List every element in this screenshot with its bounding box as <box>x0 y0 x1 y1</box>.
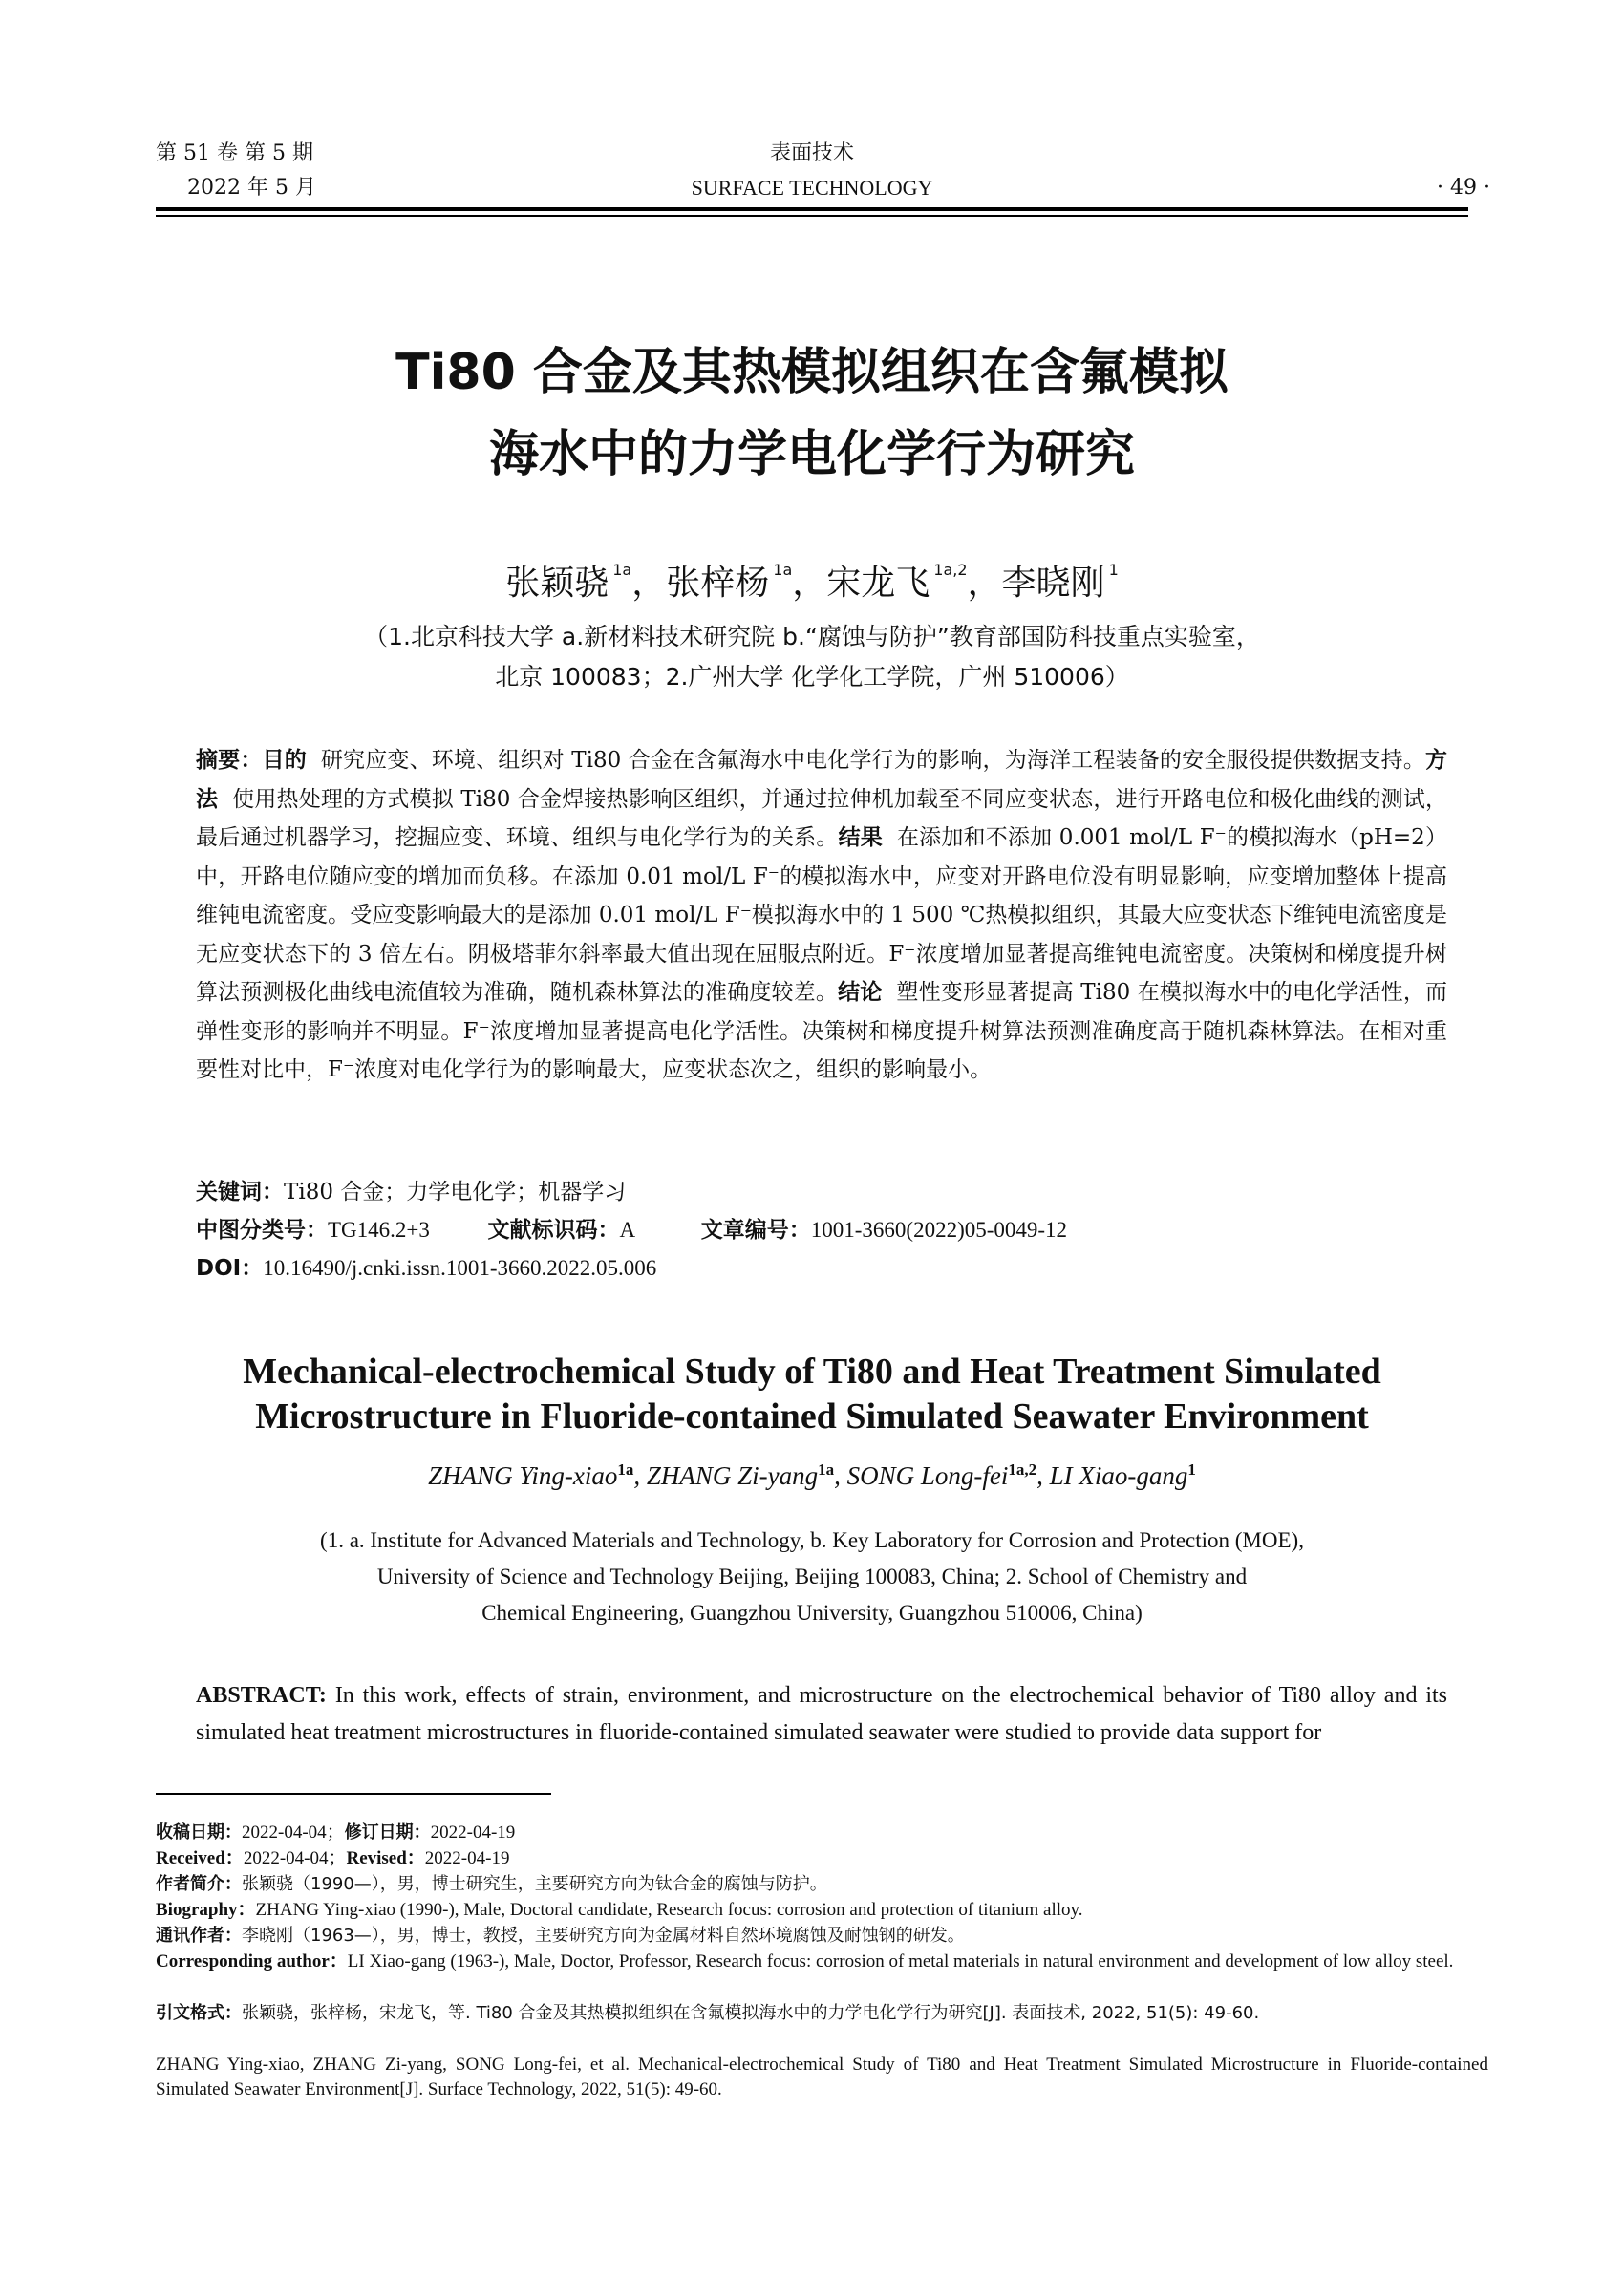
footnote-corr-en <box>156 1950 1488 1974</box>
title-en-line1: Mechanical-electrochemical Study of Ti80 and Heat Treatment Simulated <box>243 1352 1381 1392</box>
revised-en-value: 2022-04-19 <box>424 1848 510 1868</box>
abstract-cn <box>196 741 1447 1090</box>
footnote-bio-cn <box>156 1872 1488 1897</box>
clc-label: 中图分类号： <box>196 1218 328 1243</box>
footnote-cite-en: ZHANG Ying-xiao, ZHANG Zi-yang, SONG Long-fei, et al. Mechanical-electrochemical Study of Ti80 and Heat Treatment Simulated Microstructure in Fluoride-contained Simulated Seawater Environment[J]. Surface Technology, 2022, 51(5): 49-60. <box>156 2055 1488 2099</box>
author-cn-2: 张梓杨 <box>666 564 770 603</box>
author-en-4: LI Xiao-gang <box>1049 1461 1188 1490</box>
author-cn-1: 张颖骁 <box>505 564 609 603</box>
received-cn-label: 收稿日期： <box>156 1822 242 1843</box>
bio-en-value: ZHANG Ying-xiao (1990-), Male, Doctoral candidate, Research focus: corrosion and protection of titanium alloy. <box>255 1900 1083 1920</box>
title-cn-line2: 海水中的力学电化学行为研究 <box>488 426 1135 483</box>
doi-label: DOI： <box>196 1256 264 1281</box>
abstract-en-label: ABSTRACT: <box>196 1683 327 1708</box>
header-journal-en: SURFACE TECHNOLOGY <box>691 176 933 200</box>
author-cn-4-affil: 1 <box>1108 561 1119 579</box>
authors-cn <box>156 549 1468 605</box>
corr-en-label: Corresponding author： <box>156 1951 348 1971</box>
bio-en-label: Biography： <box>156 1900 256 1920</box>
article-no-value: 1001-3660(2022)05-0049-12 <box>810 1218 1068 1242</box>
affiliation-en-line3: Chemical Engineering, Guangzhou University, Guangzhou 510006, China) <box>481 1601 1143 1625</box>
received-en-label: Received： <box>156 1848 244 1868</box>
author-en-2-affil: 1a <box>818 1460 835 1479</box>
abstract-results: 在添加和不添加 0.001 mol/L F⁻的模拟海水（pH=2）中，开路电位随应变的增加而负移。在添加 0.01 mol/L F⁻的模拟海水中，应变对开路电位没有明显影响，应变增加整体上提高维钝电流密度。受应变影响最大的是添加 0.01 mol/L F⁻模拟海水中的 1 500 ℃热模拟组织，其最大应变状态下维钝电流密度是无应变状态下的 3 倍左右。阴极塔菲尔斜率最大值出现在屈服点附近。F⁻浓度增加显著提高维钝电流密度。决策树和梯度提升树算法预测极化曲线电流值较为准确，随机森林算法的准确度较差。 <box>196 825 1448 1005</box>
title-cn-line1: Ti80 合金及其热模拟组织在含氟模拟 <box>395 344 1229 401</box>
cite-cn-value: 张颖骁，张梓杨，宋龙飞，等. Ti80 合金及其热模拟组织在含氟模拟海水中的力学电化学行为研究[J]. 表面技术, 2022, 51(5): 49-60. <box>242 2003 1260 2023</box>
header-page-number: · 49 · <box>1437 176 1490 200</box>
header-date: 2022 年 5 月 <box>187 176 316 200</box>
affiliation-en-line1: (1. a. Institute for Advanced Materials and Technology, b. Key Laboratory for Corrosion and Protection (MOE), <box>320 1528 1304 1552</box>
author-cn-3: 宋龙飞 <box>826 564 930 603</box>
footnote-received-cn <box>156 1821 1488 1845</box>
footnote-corr-cn <box>156 1924 1488 1949</box>
keywords-line <box>196 1173 1457 1211</box>
doi-value: 10.16490/j.cnki.issn.1001-3660.2022.05.006 <box>263 1256 657 1280</box>
affiliation-cn-line2: 北京 100083；2.广州大学 化学化工学院，广州 510006） <box>495 663 1129 691</box>
header-journal-cn: 表面技术 <box>769 141 854 165</box>
abstract-conclusion: 塑性变形显著提高 Ti80 在模拟海水中的电化学活性，而弹性变形的影响并不明显。F⁻浓度增加显著提高电化学活性。决策树和梯度提升树算法预测准确度高于随机森林算法。在相对重要性对比中，F⁻浓度对电化学行为的影响最大，应变状态次之，组织的影响最小。 <box>196 980 1448 1082</box>
doc-code-label: 文献标识码： <box>487 1218 620 1243</box>
bio-cn-label: 作者简介： <box>156 1874 242 1894</box>
footnote-received-en <box>156 1846 1488 1871</box>
revised-cn-value: 2022-04-19 <box>430 1822 516 1843</box>
revised-en-label: Revised： <box>346 1848 425 1868</box>
author-separator: , <box>633 1461 647 1490</box>
received-cn-value: 2022-04-04； <box>242 1822 345 1843</box>
corr-cn-value: 李晓刚（1963—），男，博士，教授，主要研究方向为金属材料自然环境腐蚀及耐蚀钢的研发。 <box>242 1926 965 1946</box>
abstract-methods-label: 方法 <box>196 748 1448 812</box>
authors-en <box>156 1454 1468 1492</box>
author-separator: ， <box>631 564 667 603</box>
author-separator: , <box>1036 1461 1050 1490</box>
abstract-results-label: 结果 <box>838 825 883 850</box>
affiliation-en-line2: University of Science and Technology Beijing, Beijing 100083, China; 2. School of Chemistry and <box>376 1565 1248 1588</box>
title-en-line2: Microstructure in Fluoride-contained Simulated Seawater Environment <box>255 1396 1369 1437</box>
abstract-cn-label: 摘要： <box>196 748 263 773</box>
abstract-en <box>196 1677 1447 1752</box>
abstract-objective-label: 目的 <box>262 748 307 773</box>
author-separator: , <box>834 1461 847 1490</box>
header-rule-thin <box>156 215 1468 217</box>
author-cn-3-affil: 1a,2 <box>933 561 968 579</box>
footnote-bio-en <box>156 1898 1488 1923</box>
author-en-4-affil: 1 <box>1187 1460 1196 1479</box>
classification-line <box>196 1211 1457 1249</box>
footnote-cite-cn <box>156 2001 1488 2026</box>
author-separator: ， <box>792 564 827 603</box>
abstract-en-text: In this work, effects of strain, environment, and microstructure on the electrochemical behavior of Ti80 alloy and its simulated heat treatment microstructures in fluoride-contained simulated seawater were studied to provide data support for <box>196 1683 1448 1745</box>
abstract-objective: 研究应变、环境、组织对 Ti80 合金在含氟海水中电化学行为的影响，为海洋工程装备的安全服役提供数据支持。 <box>320 748 1426 773</box>
abstract-conclusion-label: 结论 <box>838 980 883 1005</box>
received-en-value: 2022-04-04； <box>243 1848 347 1868</box>
author-cn-1-affil: 1a <box>612 561 632 579</box>
revised-cn-label: 修订日期： <box>344 1822 431 1843</box>
author-cn-4: 李晓刚 <box>1001 564 1105 603</box>
author-en-3-affil: 1a,2 <box>1008 1460 1037 1479</box>
affiliation-cn-line1: （1.北京科技大学 a.新材料技术研究院 b.“腐蚀与防护”教育部国防科技重点实验室， <box>364 623 1260 650</box>
clc-value: TG146.2+3 <box>328 1218 430 1242</box>
doi-line <box>196 1249 1457 1288</box>
author-separator: ， <box>967 564 1002 603</box>
author-en-1-affil: 1a <box>617 1460 634 1479</box>
corr-cn-label: 通讯作者： <box>156 1926 242 1946</box>
author-en-3: SONG Long-fei <box>846 1461 1009 1490</box>
article-no-label: 文章编号： <box>700 1218 811 1243</box>
keywords-value: Ti80 合金；力学电化学；机器学习 <box>284 1180 627 1204</box>
corr-en-value: LI Xiao-gang (1963-), Male, Doctor, Professor, Research focus: corrosion of metal materials in natural environment and development of low alloy steel. <box>347 1951 1454 1971</box>
author-en-2: ZHANG Zi-yang <box>646 1461 819 1490</box>
footnote-rule <box>156 1793 551 1795</box>
keywords-label: 关键词： <box>196 1180 284 1204</box>
bio-cn-value: 张颖骁（1990—），男，博士研究生，主要研究方向为钛合金的腐蚀与防护。 <box>242 1874 827 1894</box>
author-cn-2-affil: 1a <box>773 561 793 579</box>
author-en-1: ZHANG Ying-xiao <box>428 1461 618 1490</box>
header-volume-issue: 第 51 卷 第 5 期 <box>156 141 313 165</box>
cite-cn-label: 引文格式： <box>156 2003 242 2023</box>
doc-code-value: A <box>619 1218 636 1242</box>
header-rule-thick <box>156 207 1468 211</box>
abstract-methods: 使用热处理的方式模拟 Ti80 合金焊接热影响区组织，并通过拉伸机加载至不同应变状态，进行开路电位和极化曲线的测试，最后通过机器学习，挖掘应变、环境、组织与电化学行为的关系。 <box>196 786 1448 850</box>
